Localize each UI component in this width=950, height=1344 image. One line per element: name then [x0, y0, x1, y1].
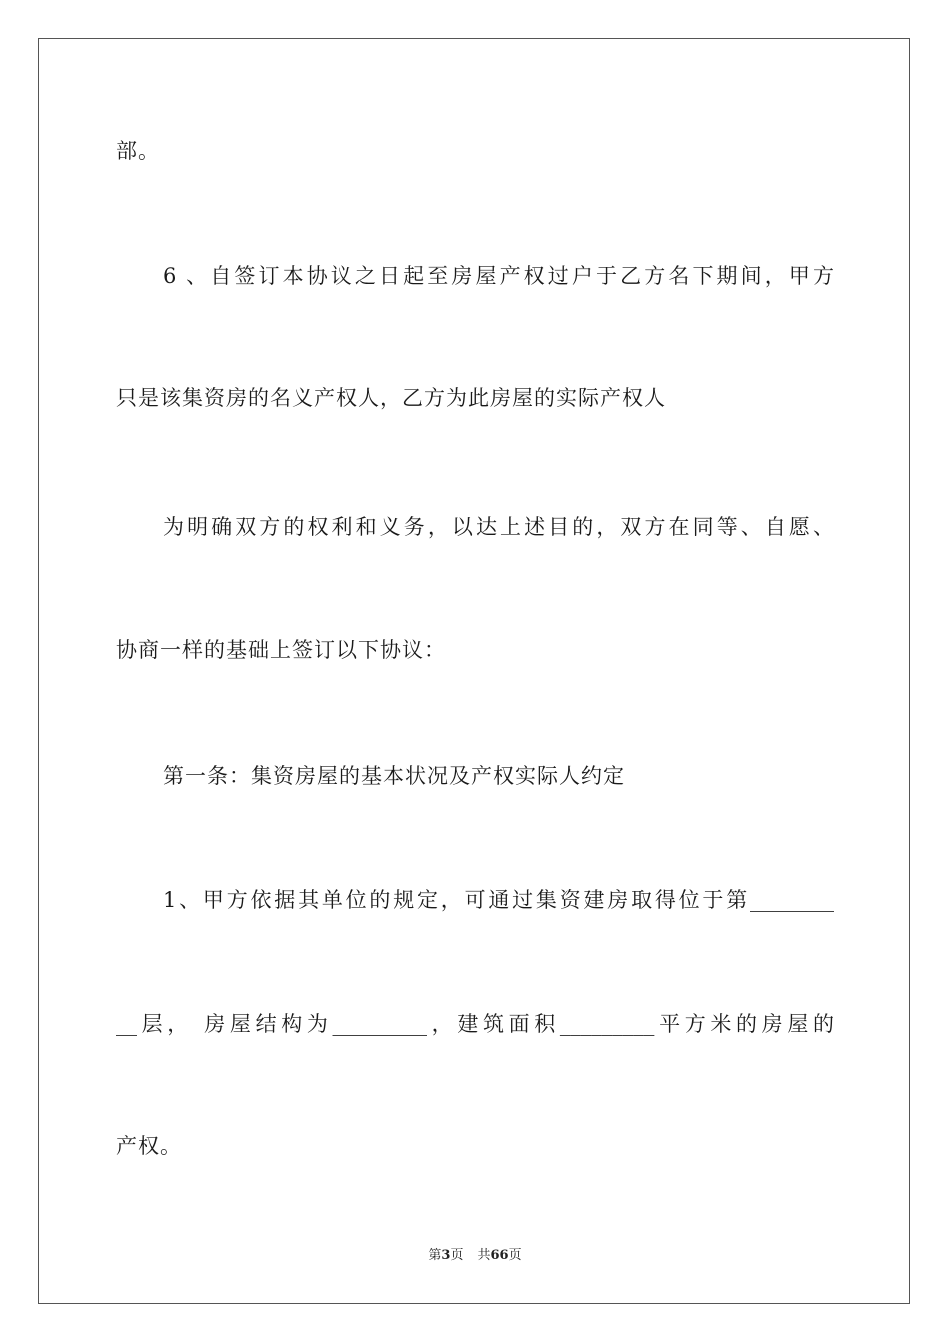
page-prefix: 第	[428, 1248, 442, 1263]
text-line-1: 部。	[116, 139, 160, 163]
current-page-number: 3	[441, 1248, 451, 1263]
page-footer	[0, 1247, 950, 1265]
page-suffix: 页	[450, 1248, 464, 1263]
text-line-2: 6 、自签订本协议之日起至房屋产权过户于乙方名下期间，甲方	[163, 264, 834, 288]
text-line-7: 1、甲方依据其单位的规定，可通过集资建房取得位于第________	[163, 888, 834, 912]
text-line-9: 产权。	[116, 1134, 182, 1158]
text-line-3: 只是该集资房的名义产权人，乙方为此房屋的实际产权人	[116, 386, 666, 410]
text-line-4: 为明确双方的权利和义务，以达上述目的，双方在同等、自愿、	[163, 515, 834, 539]
text-line-8: __层， 房屋结构为_________，建筑面积_________平方米的房屋的	[116, 1012, 834, 1036]
total-prefix: 共	[477, 1248, 491, 1263]
page-frame	[38, 38, 910, 1304]
text-line-5: 协商一样的基础上签订以下协议：	[116, 638, 446, 662]
text-line-6: 第一条：集资房屋的基本状况及产权实际人约定	[163, 764, 625, 788]
total-suffix: 页	[508, 1248, 522, 1263]
total-page-number: 66	[490, 1248, 509, 1263]
